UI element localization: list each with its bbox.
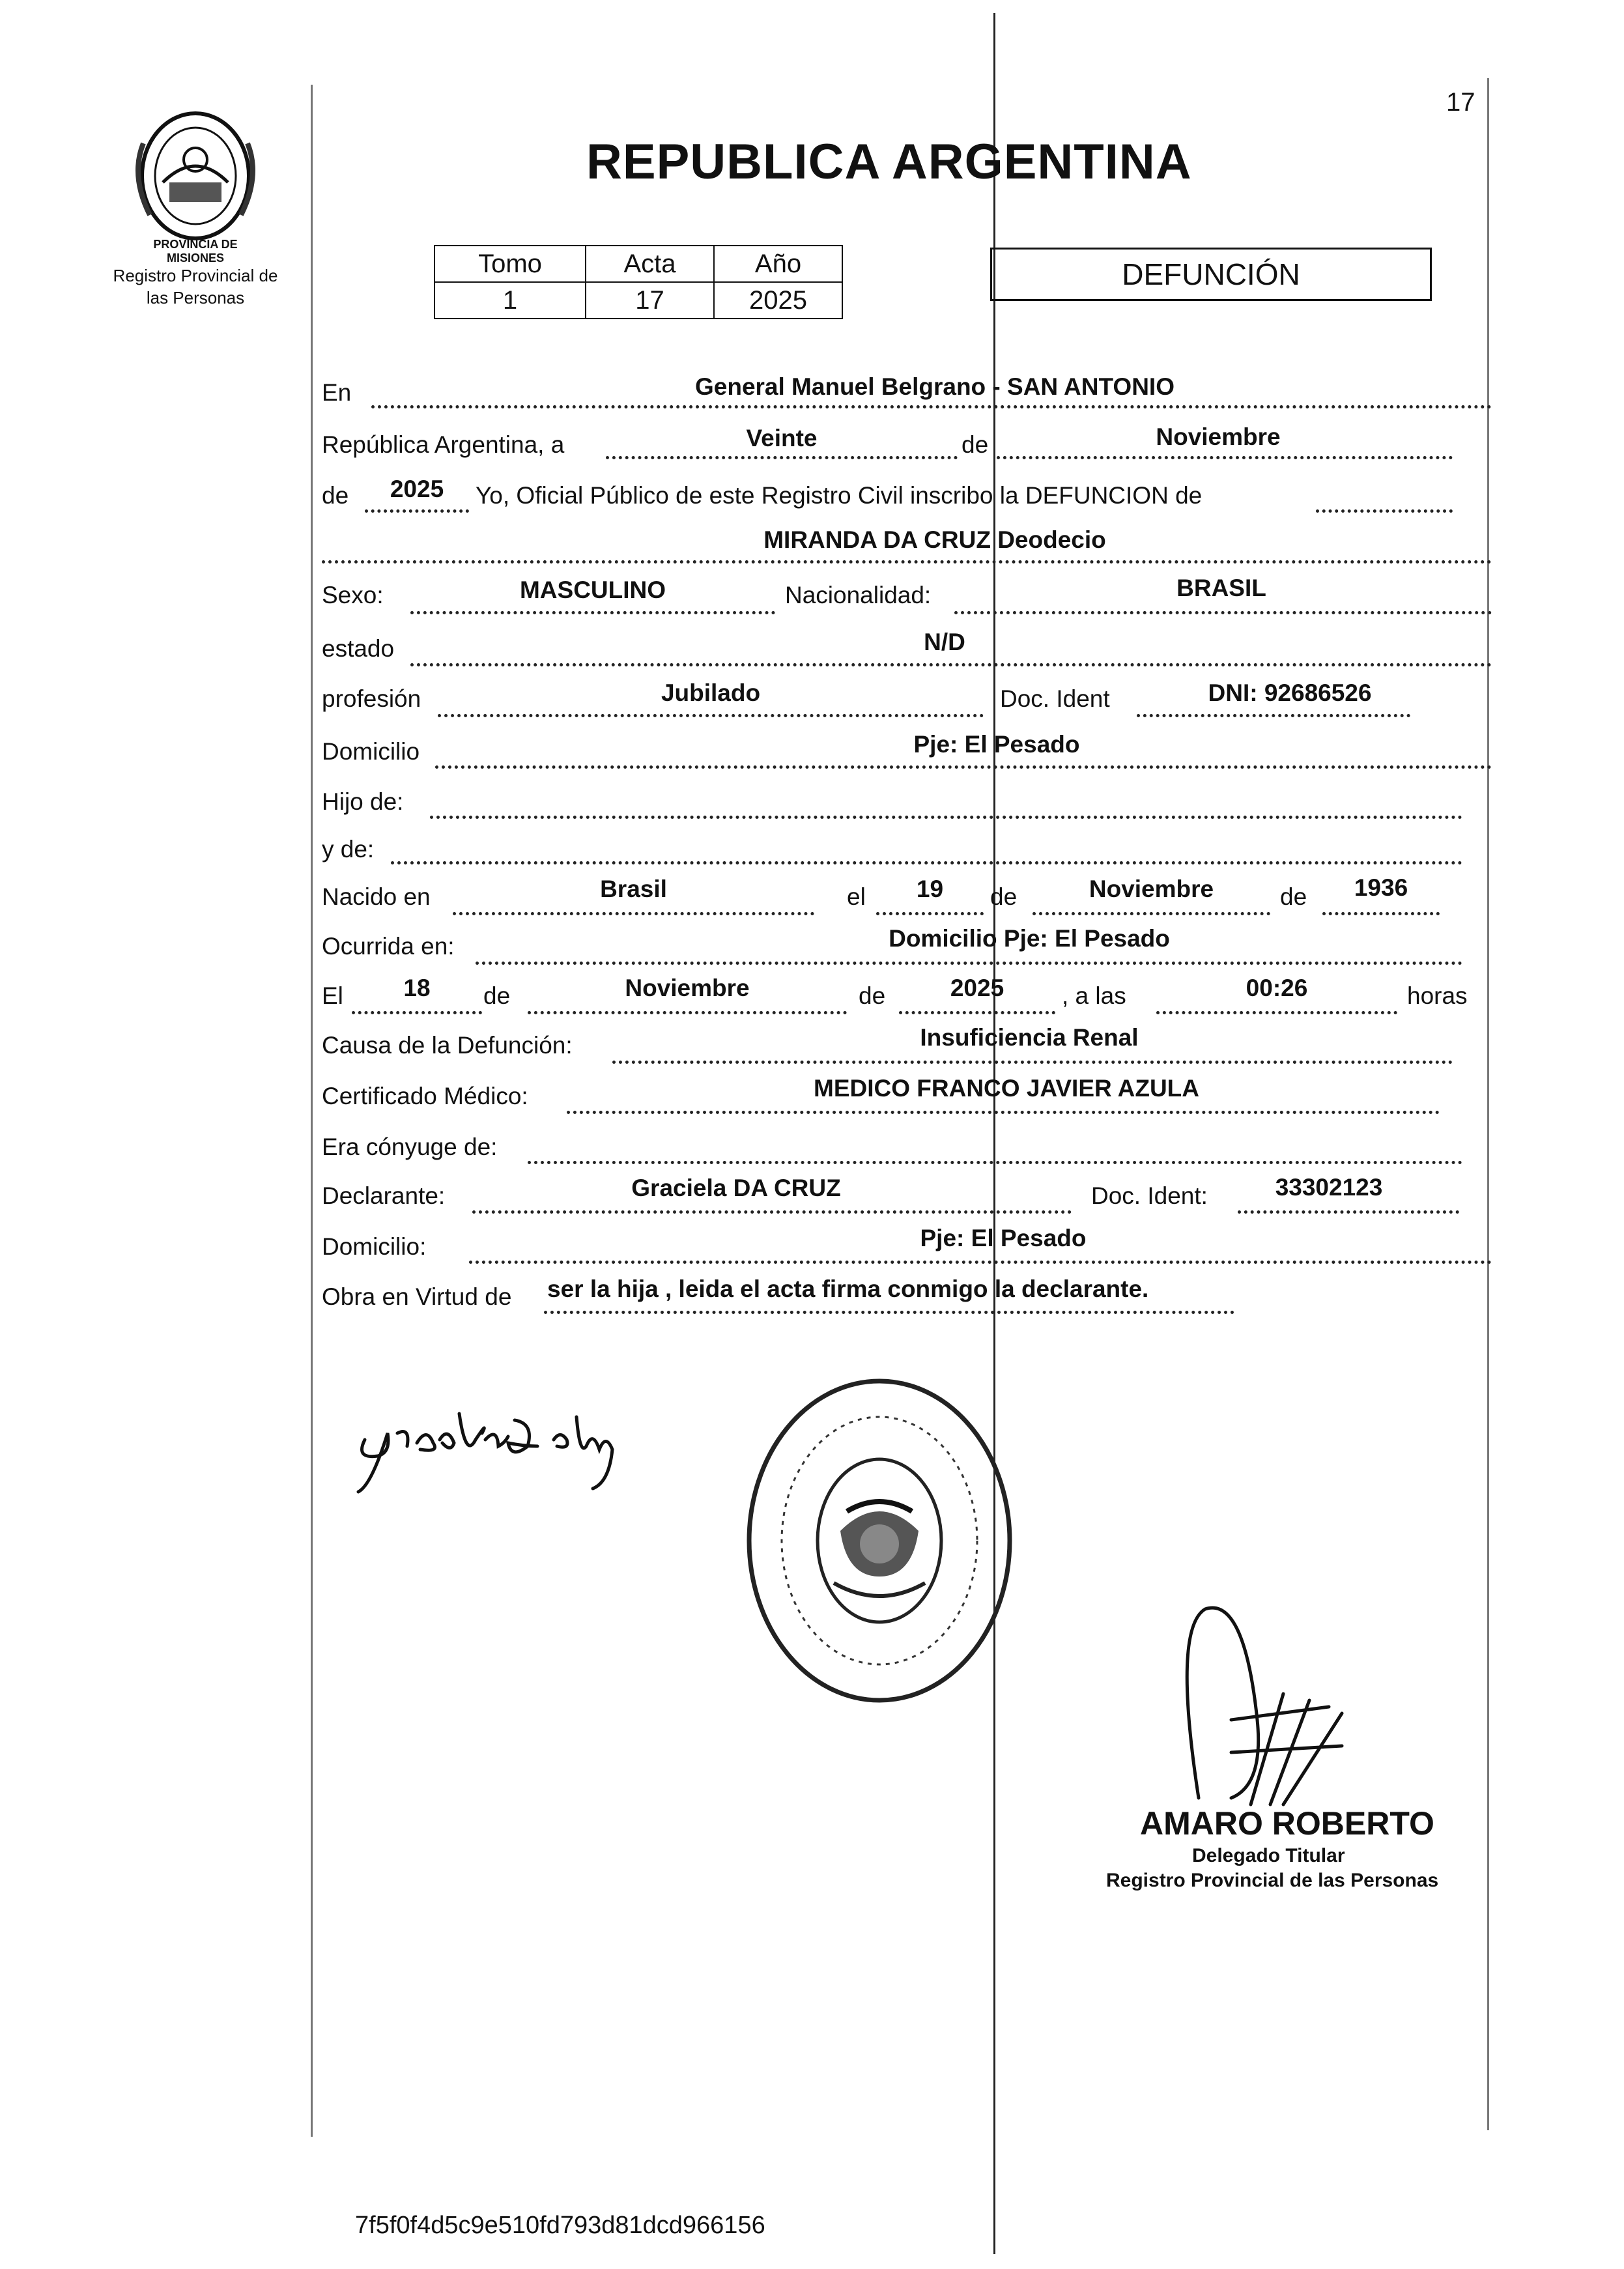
dots-sexo xyxy=(410,611,775,614)
dots-profesion xyxy=(438,714,984,717)
dots-el-month xyxy=(528,1011,847,1014)
value-el-year: 2025 xyxy=(950,975,1004,1001)
value-nacido-place: Brasil xyxy=(600,876,667,902)
dots-ocurrida xyxy=(476,962,1462,965)
label-obra: Obra en Virtud de xyxy=(322,1283,512,1310)
fold-line xyxy=(993,13,995,2254)
label-en: En xyxy=(322,379,352,406)
dots-deceased xyxy=(322,560,1492,564)
official-signature xyxy=(1133,1590,1407,1824)
value-nacido-year: 1936 xyxy=(1354,874,1408,901)
footer-hash: 7f5f0f4d5c9e510fd793d81dcd966156 xyxy=(355,2212,765,2239)
act-header-tomo: Tomo xyxy=(434,246,586,282)
label-a-las: , a las xyxy=(1062,982,1126,1009)
declarant-signature xyxy=(352,1394,664,1498)
dots-causa xyxy=(612,1061,1453,1064)
label-conyuge: Era cónyuge de: xyxy=(322,1134,498,1160)
dots-day xyxy=(606,456,958,459)
label-ocurrida: Ocurrida en: xyxy=(322,933,455,960)
value-domicilio2: Pje: El Pesado xyxy=(920,1225,1087,1251)
label-nacido-el: el xyxy=(847,883,866,910)
country-title: REPUBLICA ARGENTINA xyxy=(586,134,1192,190)
official-name: AMARO ROBERTO xyxy=(1140,1805,1434,1842)
label-declarante-doc: Doc. Ident: xyxy=(1091,1182,1208,1209)
label-el-de2: de xyxy=(859,982,886,1009)
dots-nacionalidad xyxy=(954,611,1492,614)
label-domicilio: Domicilio xyxy=(322,738,420,765)
label-date: República Argentina, a xyxy=(322,431,565,458)
label-nacido: Nacido en xyxy=(322,883,431,910)
act-header-acta: Acta xyxy=(586,246,714,282)
value-deceased-name: MIRANDA DA CRUZ Deodecio xyxy=(763,526,1106,553)
label-doc-ident: Doc. Ident xyxy=(1000,685,1110,712)
right-margin-rule xyxy=(1487,78,1489,2130)
value-nacionalidad: BRASIL xyxy=(1176,575,1266,601)
dots-time xyxy=(1156,1011,1397,1014)
value-month: Noviembre xyxy=(1156,423,1281,450)
value-certificado: MEDICO FRANCO JAVIER AZULA xyxy=(814,1075,1199,1102)
left-margin-rule xyxy=(311,85,313,2137)
dots-month xyxy=(997,456,1453,459)
act-value-tomo: 1 xyxy=(434,282,586,319)
label-declarante: Declarante: xyxy=(322,1182,446,1209)
dots-declarante xyxy=(472,1210,1072,1214)
label-estado: estado xyxy=(322,635,395,662)
label-el: El xyxy=(322,982,343,1009)
label-year-de: de xyxy=(322,482,349,509)
dots-el-year xyxy=(899,1011,1055,1014)
label-hijo-de: Hijo de: xyxy=(322,788,404,815)
value-declarante: Graciela DA CRUZ xyxy=(631,1175,841,1201)
dots-nacido-month xyxy=(1033,912,1270,915)
value-doc-ident: DNI: 92686526 xyxy=(1208,679,1372,706)
dots-domicilio xyxy=(435,765,1492,769)
label-horas: horas xyxy=(1407,982,1468,1009)
label-inscribo: Yo, Oficial Público de este Registro Civil inscribo la DEFUNCION de xyxy=(476,482,1203,509)
dots-declarante-doc xyxy=(1238,1210,1459,1214)
value-declarante-doc: 33302123 xyxy=(1275,1174,1383,1201)
official-title: Delegado Titular xyxy=(1192,1845,1345,1866)
registry-name-line2: las Personas xyxy=(146,288,245,307)
value-nacido-month: Noviembre xyxy=(1089,876,1214,902)
label-profesion: profesión xyxy=(322,685,421,712)
value-obra: ser la hija , leida el acta firma conmigo la declarante. xyxy=(547,1276,1149,1302)
label-nacido-de2: de xyxy=(1280,883,1307,910)
dots-certificado xyxy=(567,1111,1440,1114)
dots-nacido-day xyxy=(876,912,984,915)
label-causa: Causa de la Defunción: xyxy=(322,1032,573,1059)
act-type-box xyxy=(990,248,1432,301)
seal-motto: PROVINCIA DE MISIONES xyxy=(153,238,238,264)
value-profesion: Jubilado xyxy=(661,679,761,706)
dots-hijo-de xyxy=(430,816,1462,819)
act-value-acta: 17 xyxy=(586,282,714,319)
value-ocurrida: Domicilio Pje: El Pesado xyxy=(889,925,1170,952)
label-el-de1: de xyxy=(483,982,511,1009)
dots-year xyxy=(365,509,469,513)
dots-inscribo xyxy=(1316,509,1453,513)
dots-en xyxy=(371,405,1492,408)
registry-name-line1: Registro Provincial de xyxy=(113,266,278,285)
dots-obra xyxy=(544,1311,1234,1314)
value-el-day: 18 xyxy=(403,975,431,1001)
value-estado: N/D xyxy=(924,629,965,655)
value-nacido-day: 19 xyxy=(916,876,944,902)
value-day: Veinte xyxy=(746,425,818,451)
label-sexo: Sexo: xyxy=(322,582,384,608)
dots-doc-ident xyxy=(1137,714,1410,717)
label-date-de: de xyxy=(962,431,989,458)
label-nacionalidad: Nacionalidad: xyxy=(785,582,932,608)
value-domicilio: Pje: El Pesado xyxy=(913,731,1080,758)
dots-nacido-place xyxy=(453,912,814,915)
value-el-month: Noviembre xyxy=(625,975,750,1001)
official-stamp xyxy=(736,1368,1023,1713)
dots-y-de xyxy=(391,861,1462,864)
dots-el-day xyxy=(352,1011,482,1014)
dots-estado xyxy=(410,663,1492,666)
label-domicilio2: Domicilio: xyxy=(322,1233,427,1260)
value-year: 2025 xyxy=(390,476,444,502)
value-time: 00:26 xyxy=(1246,975,1308,1001)
value-sexo: MASCULINO xyxy=(519,577,666,603)
dots-domicilio2 xyxy=(469,1261,1492,1264)
value-en: General Manuel Belgrano - SAN ANTONIO xyxy=(694,373,1175,400)
province-seal xyxy=(124,104,267,264)
value-causa: Insuficiencia Renal xyxy=(920,1024,1139,1051)
act-header-anio: Año xyxy=(714,246,842,282)
act-table xyxy=(434,245,843,319)
act-value-anio: 2025 xyxy=(714,282,842,319)
act-type: DEFUNCIÓN xyxy=(1122,257,1300,291)
label-y-de: y de: xyxy=(322,836,375,863)
dots-conyuge xyxy=(528,1161,1462,1164)
official-office: Registro Provincial de las Personas xyxy=(1106,1870,1439,1891)
page-number: 17 xyxy=(1446,88,1475,117)
dots-nacido-year xyxy=(1322,912,1440,915)
label-nacido-de1: de xyxy=(990,883,1018,910)
label-certificado: Certificado Médico: xyxy=(322,1083,528,1109)
